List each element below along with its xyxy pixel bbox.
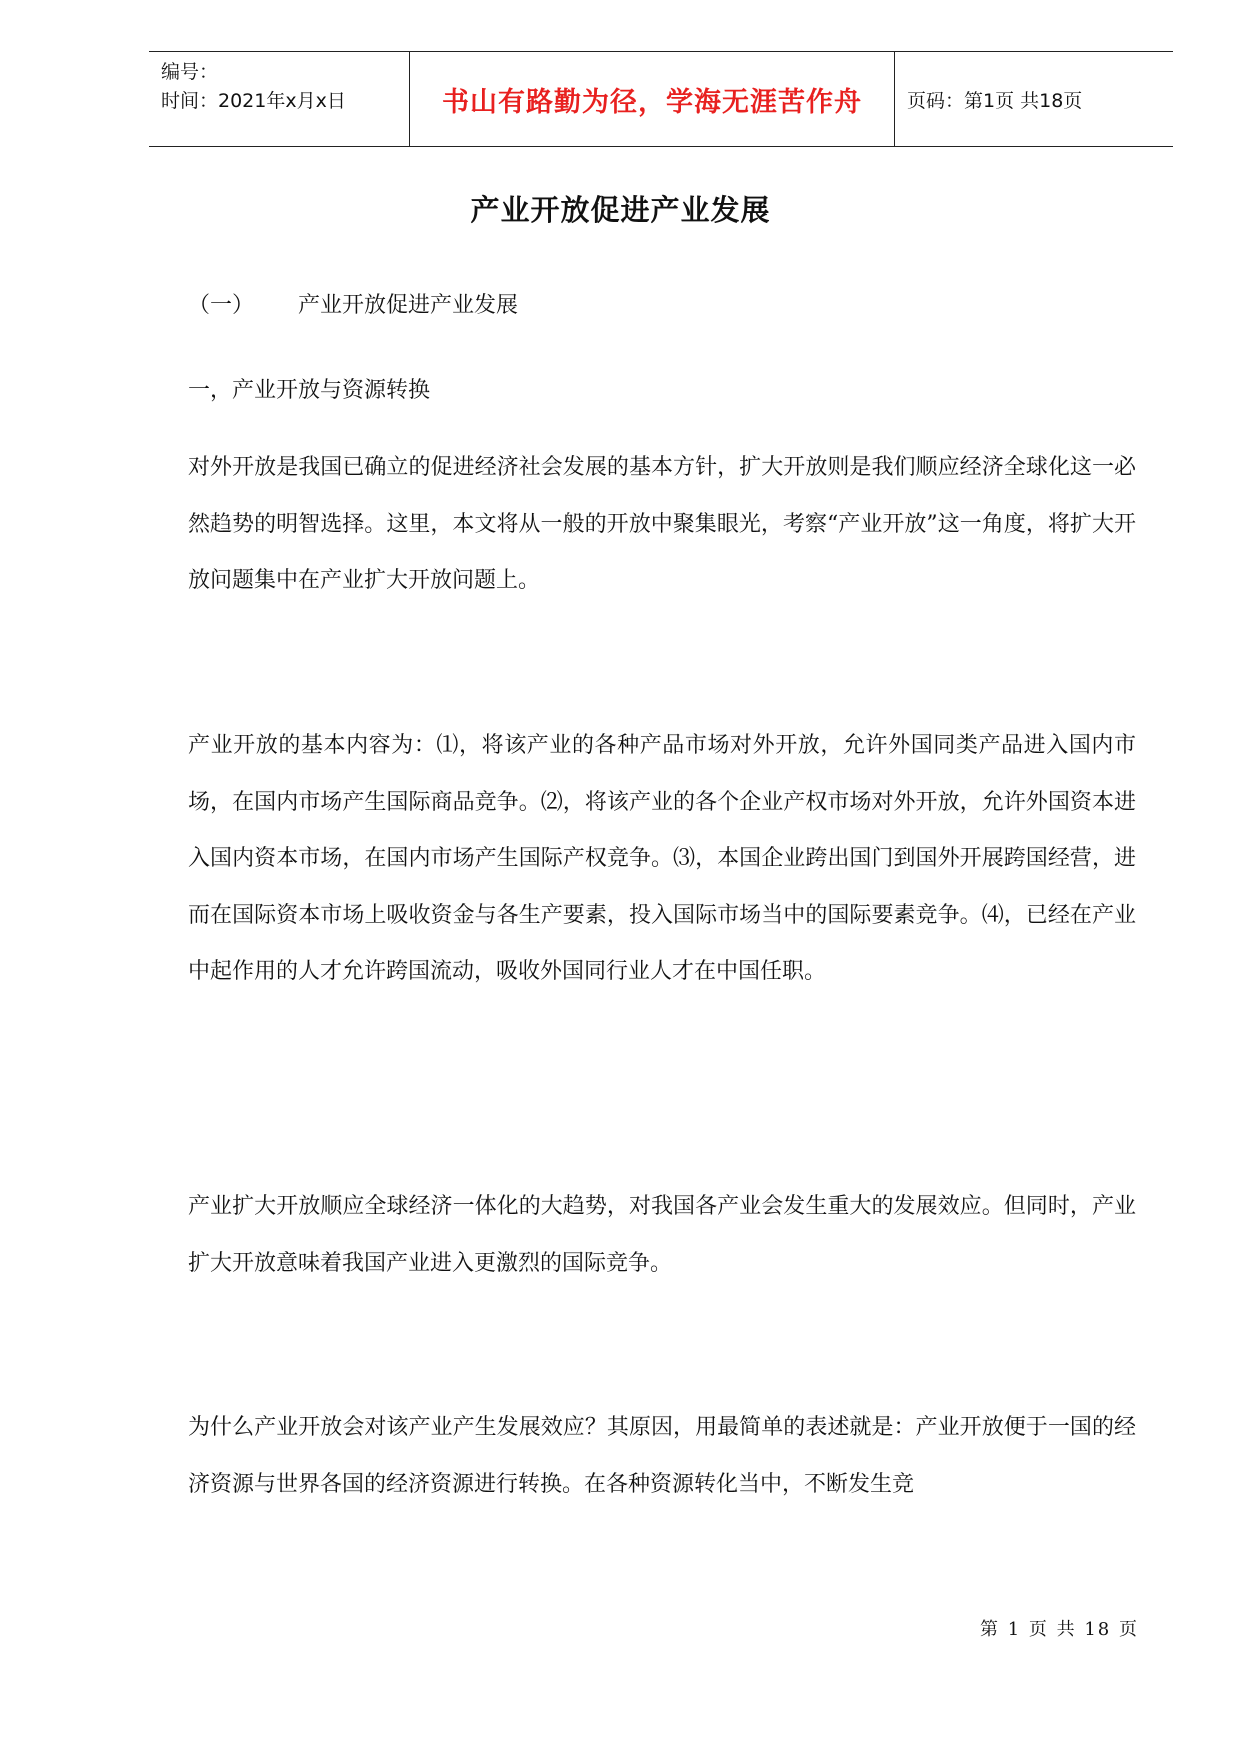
- header-divider: [409, 52, 410, 146]
- subheading-text: 产业开放促进产业发展: [298, 293, 519, 318]
- paragraph: 为什么产业开放会对该产业产生发展效应？其原因，用最简单的表述就是：产业开放便于一国的经济资源与世界各国的经济资源进行转换。在各种资源转化当中，不断发生竞: [188, 1415, 1136, 1497]
- code-label: 编号：: [161, 61, 219, 83]
- paragraph: 产业开放的基本内容为：⑴，将该产业的各种产品市场对外开放，允许外国同类产品进入国内市场，在国内市场产生国际商品竞争。⑵，将该产业的各个企业产权市场对外开放，允许外国资本进入国内资本市场，在国内市场产生国际产权竞争。⑶，本国企业跨出国门到国外开展跨国经营，进而在国际资本市场上吸收资金与各生产要素，投入国际市场当中的国际要素竞争。⑷，已经在产业中起作用的人才允许跨国流动，吸收外国同行业人才在中国任职。: [188, 733, 1136, 984]
- header-motto: 书山有路勤为径，学海无涯苦作舟: [442, 86, 862, 118]
- page-title: 产业开放促进产业发展: [470, 193, 771, 227]
- header-info: [161, 58, 346, 116]
- paragraph: 对外开放是我国已确立的促进经济社会发展的基本方针，扩大开放则是我们顺应经济全球化这一必然趋势的明智选择。这里，本文将从一般的开放中聚集眼光，考察“产业开放”这一角度，将扩大开放问题集中在产业扩大开放问题上。: [188, 455, 1136, 593]
- subheading-number: （一）: [188, 293, 255, 318]
- date-label: 时间：2021年x月x日: [161, 90, 346, 112]
- subheading: [188, 288, 518, 319]
- paragraph: 产业扩大开放顺应全球经济一体化的大趋势，对我国各产业会发生重大的发展效应。但同时，产业扩大开放意味着我国产业进入更激烈的国际竞争。: [188, 1194, 1136, 1276]
- section-heading: 一，产业开放与资源转换: [188, 378, 431, 403]
- header-divider: [894, 52, 895, 146]
- page-footer: 第 1 页 共 18 页: [980, 1619, 1139, 1640]
- header-page-code: 页码：第1页 共18页: [907, 89, 1083, 112]
- document-header: [149, 51, 1173, 147]
